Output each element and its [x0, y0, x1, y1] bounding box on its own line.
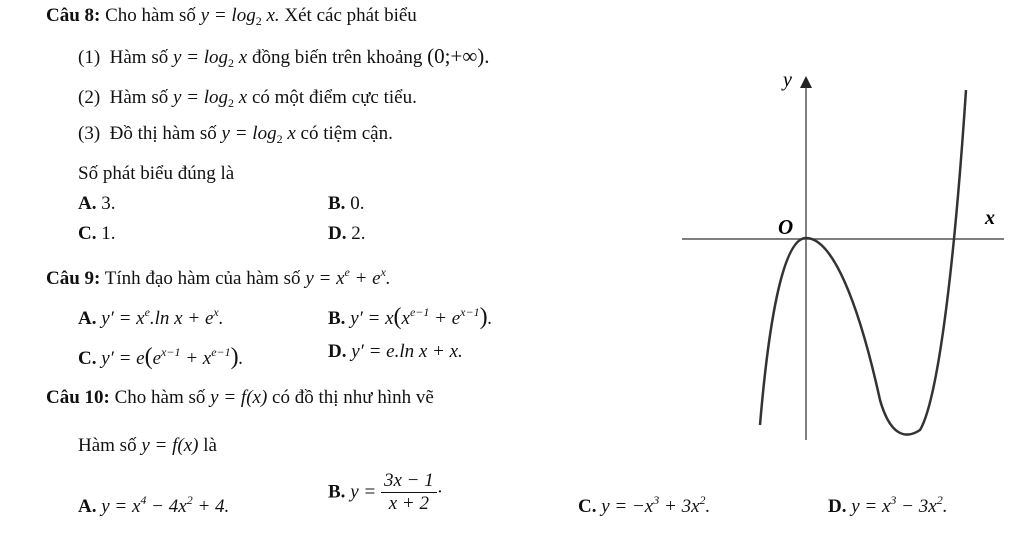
q8-func: $y = \log_2 x$. [200, 5, 280, 28]
q8-intro: Cho hàm số [105, 5, 196, 26]
y-axis-label: y [783, 69, 792, 91]
q10-tail: có đồ thị như hình vẽ [272, 387, 434, 408]
q9-option-c[interactable]: C. $y' = e(e^{x-1} + x^{e-1})$. [78, 344, 244, 370]
q10-option-a[interactable]: A. $y = x^4 - 4x^2 + 4$. [78, 493, 230, 517]
q8-statement-2: (2) Hàm số $y = \log_2 x$ có một điểm cực tiểu. [78, 87, 417, 110]
q9-option-d[interactable]: D. y′ = e.ln x + x. [328, 341, 463, 362]
q8-tail: Xét các phát biểu [284, 5, 417, 26]
q10-label: Câu 10: [46, 387, 110, 408]
q10-option-b-fraction: $\frac{3x - 1}{x + 2}$ [381, 470, 437, 515]
q8-option-d[interactable]: D. 2. [328, 223, 366, 244]
q8-statement-3: (3) Đồ thị hàm số $y = \log_2 x$ có tiệm cận. [78, 123, 393, 146]
q9-func: $y = x^e + e^x$. [305, 265, 391, 289]
q8-statement-1: (1) Hàm số $y = \log_2 x$ đồng biến trên khoảng (0;+∞). [78, 44, 490, 70]
q8-option-c[interactable]: C. 1. [78, 223, 116, 244]
q10-prompt: Hàm số y = f(x) là [78, 435, 217, 456]
curve [760, 90, 966, 435]
q10-option-b[interactable]: B. y = $\frac{3x - 1}{x + 2}$ · [328, 470, 444, 514]
q10-option-c[interactable]: C. $y = -x^3 + 3x^2$. [578, 493, 711, 517]
q9-label: Câu 9: [46, 268, 101, 289]
q9-option-a[interactable]: A. $y' = x^e.\ln$ $x + e^x$. [78, 305, 224, 329]
origin-label: O [778, 215, 794, 239]
q9-intro: Tính đạo hàm của hàm số [104, 268, 301, 289]
q10-func: y = f(x) [210, 387, 268, 408]
q8-option-a[interactable]: A. 3. [78, 193, 116, 214]
q10-option-d[interactable]: D. $y = x^3 - 3x^2$. [828, 493, 948, 517]
q10-intro: Cho hàm số [114, 387, 206, 408]
q8-label: Câu 8: [46, 5, 101, 26]
x-axis-label: x [985, 207, 995, 229]
q8-option-b[interactable]: B. 0. [328, 193, 365, 214]
q8-question: Số phát biểu đúng là [78, 163, 235, 184]
q9-option-b[interactable]: B. $y' = x(x^{e-1} + e^{x-1})$. [328, 304, 493, 330]
